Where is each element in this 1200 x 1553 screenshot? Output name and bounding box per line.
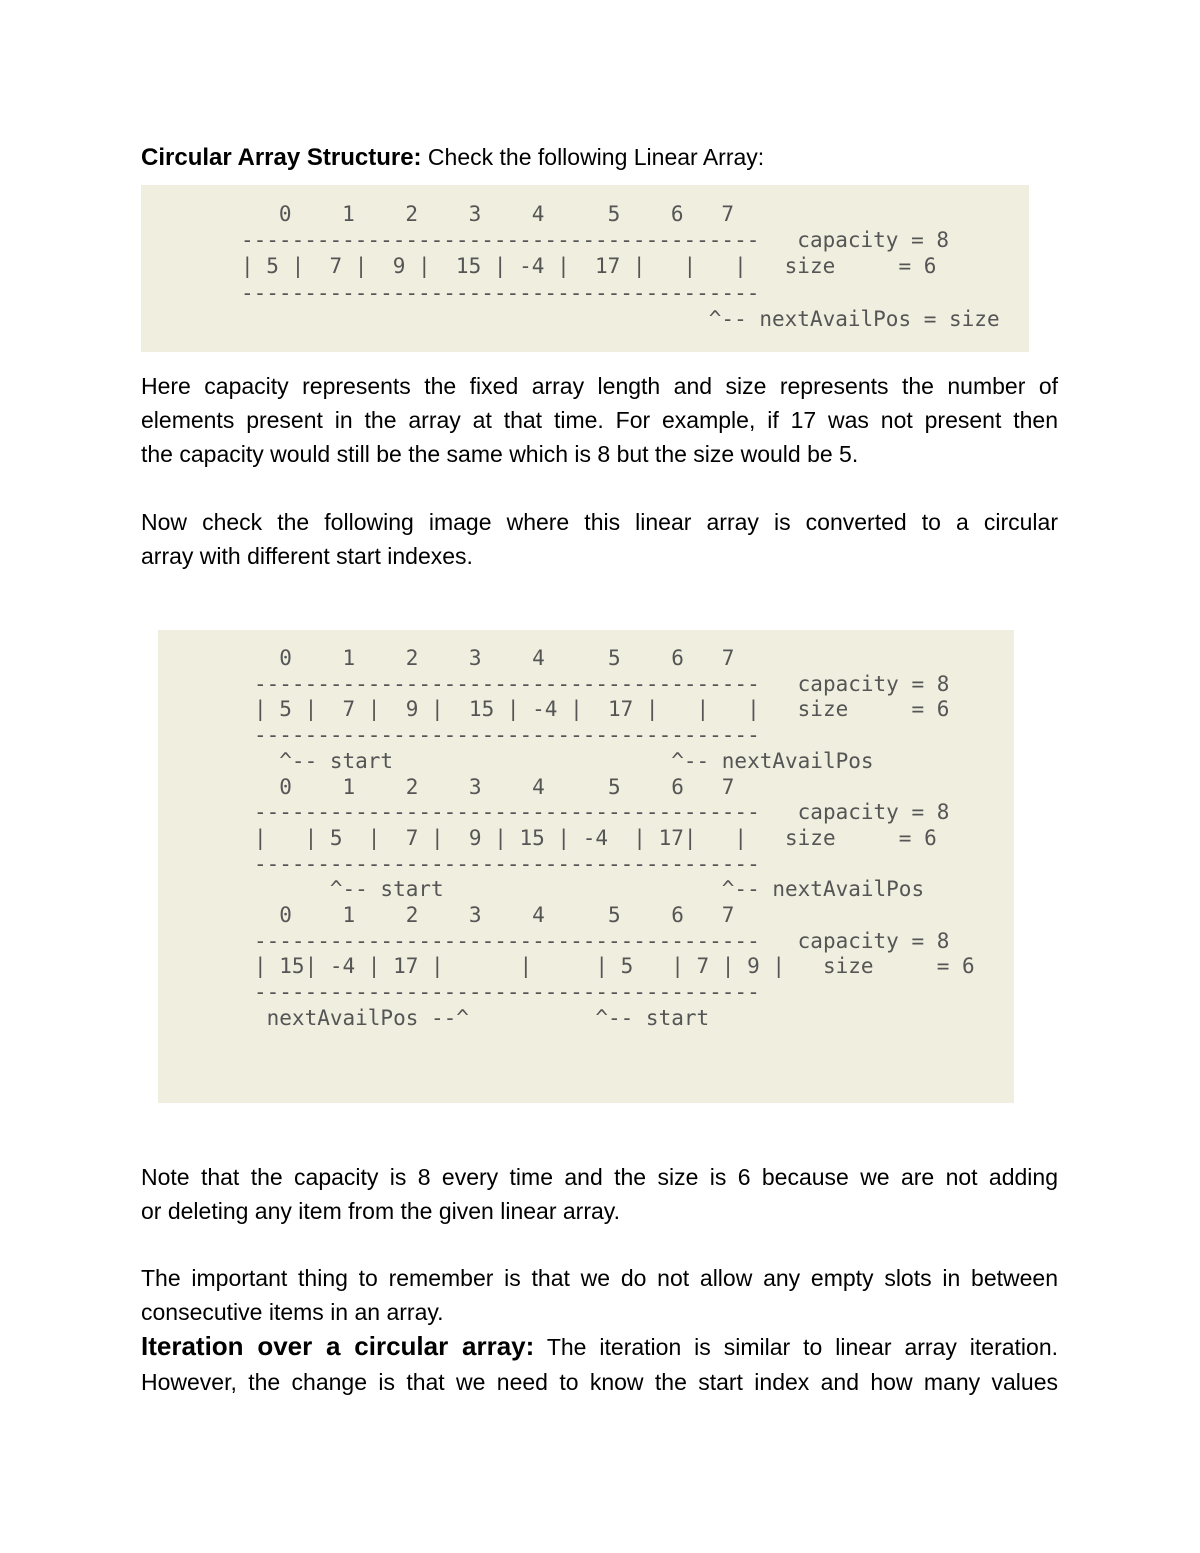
code-block-circular-arrays-text: 0 1 2 3 4 5 6 7 ---------------------------------------- capacity = 8 | 5 | 7 | 9 | 15 | -4 | 17 | | | size = 6 ---------------------------------------- ^-- start ^-- nextAvailPos 0 1 2 3 4 5 6 7 ---------------------------------------- capacity = 8 | | 5 | 7 | 9 | 15 | -4 | 17| | size = 6 ---------------------------------------- ^-- start ^-- nextAvailPos 0 1 2 3 4 5 6 7 ---------------------------------------- capacity = 8 | 15| -4 | 17 | | | 5 | 7 | 9 | size = 6 ---------------------------------------- nextAvailPos --^ ^-- start <box>254 646 975 1030</box>
iteration-text: The iteration is similar to linear array iteration. <box>534 1334 1059 1360</box>
intro-text: Check the following Linear Array: <box>421 144 765 170</box>
section-heading-circular-array: Circular Array Structure: <box>141 144 422 171</box>
paragraph-2-line-1: Now check the following image where this linear array is converted to a circular <box>141 509 1058 535</box>
iteration-line-2: However, the change is that we need to know the start index and how many values <box>141 1369 1058 1395</box>
paragraph-3-line-2: or deleting any item from the given linear array. <box>141 1198 620 1224</box>
paragraph-1-line-2: elements present in the array at that time. For example, if 17 was not present then <box>141 407 1058 433</box>
paragraph-2-line-2: array with different start indexes. <box>141 543 473 569</box>
code-block-circular-arrays <box>158 630 1014 1103</box>
paragraph-4-line-2: consecutive items in an array. <box>141 1299 444 1325</box>
intro-line <box>141 140 764 175</box>
paragraph-1-line-1: Here capacity represents the fixed array length and size represents the number of <box>141 373 1058 399</box>
section-heading-iteration: Iteration over a circular array: <box>141 1331 535 1361</box>
code-block-linear-array-text: 0 1 2 3 4 5 6 7 ----------------------------------------- capacity = 8 | 5 | 7 | 9 | 15 | -4 | 17 | | | size = 6 ----------------------------------------- ^-- nextAvailPos = size <box>241 202 1000 331</box>
paragraph-1-line-3: the capacity would still be the same which is 8 but the size would be 5. <box>141 441 859 467</box>
paragraph-4-line-1: The important thing to remember is that we do not allow any empty slots in between <box>141 1265 1058 1291</box>
code-block-linear-array <box>141 185 1029 352</box>
paragraph-3-line-1: Note that the capacity is 8 every time and the size is 6 because we are not adding <box>141 1164 1058 1190</box>
iteration-line <box>141 1329 1058 1364</box>
